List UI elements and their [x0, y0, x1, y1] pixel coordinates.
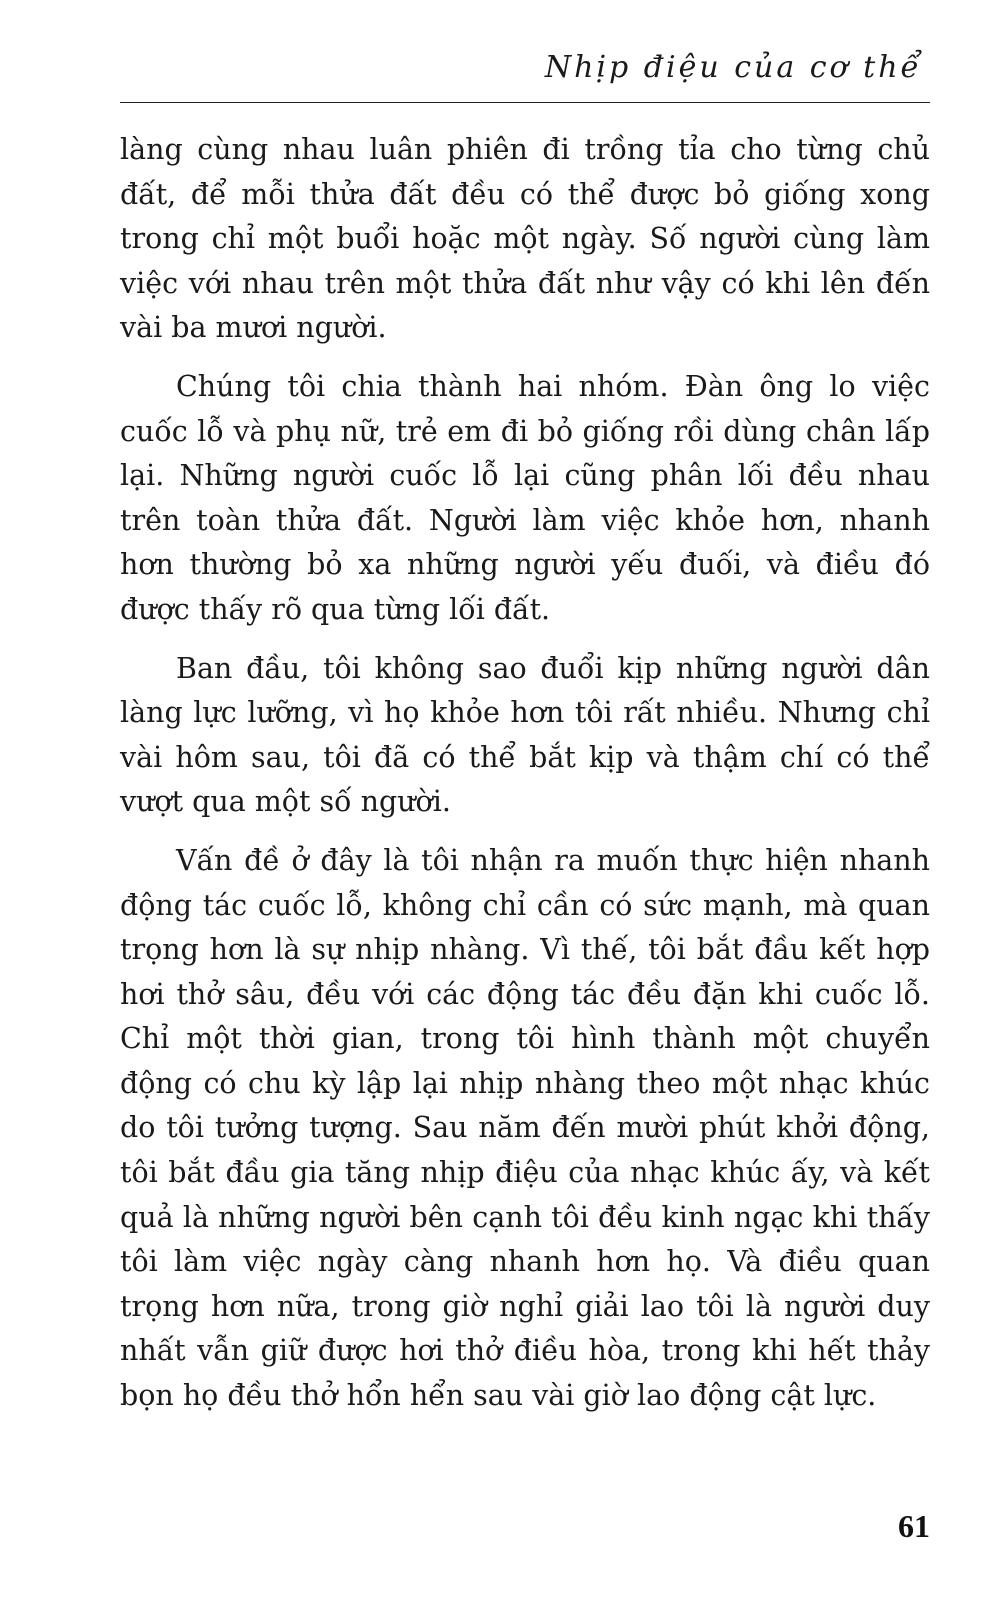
paragraph-2: Chúng tôi chia thành hai nhóm. Đàn ông lo việc cuốc lỗ và phụ nữ, trẻ em đi bỏ giống rồi dùng chân lấp lại. Những người cuốc lỗ lại cũng phân lối đều nhau trên toàn thửa đất. Người làm việc khỏe hơn, nhanh hơn thường bỏ xa những người yếu đuối, và điều đó được thấy rõ qua từng lối đất. — [120, 369, 930, 626]
running-header — [120, 50, 930, 103]
page-number: 61 — [898, 1508, 930, 1544]
paragraph-4: Vấn đề ở đây là tôi nhận ra muốn thực hiện nhanh động tác cuốc lỗ, không chỉ cần có sức mạnh, mà quan trọng hơn là sự nhịp nhàng. Vì thế, tôi bắt đầu kết hợp hơi thở sâu, đều với các động tác đều đặn khi cuốc lỗ. Chỉ một thời gian, trong tôi hình thành một chuyển động có chu kỳ lập lại nhịp nhàng theo một nhạc khúc do tôi tưởng tượng. Sau năm đến mười phút khởi động, tôi bắt đầu gia tăng nhịp điệu của nhạc khúc ấy, và kết quả là những người bên cạnh tôi đều kinh ngạc khi thấy tôi làm việc ngày càng nhanh hơn họ. Và điều quan trọng hơn nữa, trong giờ nghỉ giải lao tôi là người duy nhất vẫn giữ được hơi thở điều hòa, trong khi hết thảy bọn họ đều thở hổn hển sau vài giờ lao động cật lực. — [120, 843, 930, 1413]
paragraph-1: làng cùng nhau luân phiên đi trồng tỉa cho từng chủ đất, để mỗi thửa đất đều có thể được bỏ giống xong trong chỉ một buổi hoặc một ngày. Số người cùng làm việc với nhau trên một thửa đất như vậy có khi lên đến vài ba mươi người. — [120, 133, 930, 345]
chapter-title: Nhịp điệu của cơ thể — [544, 50, 922, 85]
body-text — [120, 128, 930, 1433]
paragraph-3: Ban đầu, tôi không sao đuổi kịp những người dân làng lực lưỡng, vì họ khỏe hơn tôi rất nhiều. Nhưng chỉ vài hôm sau, tôi đã có thể bắt kịp và thậm chí có thể vượt qua một số người. — [120, 651, 930, 819]
